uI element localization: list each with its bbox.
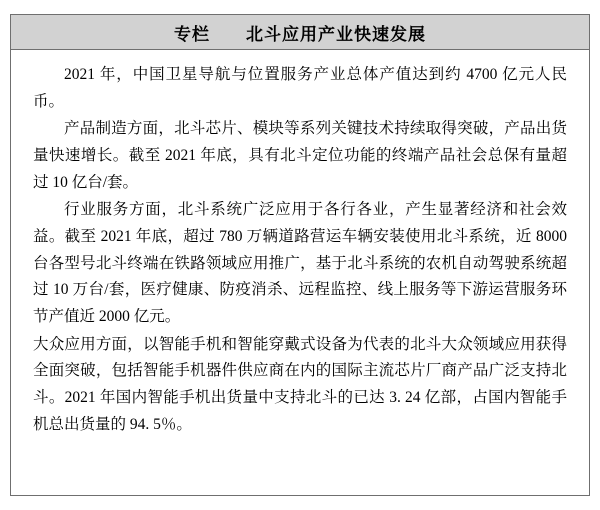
paragraph-4: 大众应用方面，以智能手机和智能穿戴式设备为代表的北斗大众领域应用获得全面突破，包括智能手机器件供应商在内的国际主流芯片厂商产品广泛支持北斗。2021 年国内智能手机出货量中支持北斗的已达 3. 24 亿部，占国内智能手机总出货量的 94. 5％。 [33,335,567,433]
document-body [11,50,589,449]
document-title: 专栏 北斗应用产业快速发展 [174,24,426,44]
paragraph-1: 2021 年，中国卫星导航与位置服务产业总体产值达到约 4700 亿元人民币。 [33,66,567,110]
paragraph-3: 行业服务方面，北斗系统广泛应用于各行各业，产生显著经济和社会效益。截至 2021 年底，超过 780 万辆道路营运车辆安装使用北斗系统，近 8000 台各型号北斗终端在铁路领域应用推广，基于北斗系统的农机自动驾驶系统超过 10 万台/套，医疗健康、防疫消杀、远程监控、线上服务等下游运营服务环节产值近 2000 亿元。 [33,201,567,325]
paragraph-2: 产品制造方面，北斗芯片、模块等系列关键技术持续取得突破，产品出货量快速增长。截至 2021 年底，具有北斗定位功能的终端产品社会总保有量超过 10 亿台/套。 [33,120,567,191]
document-title-bar [11,15,589,50]
document-frame [10,14,590,496]
